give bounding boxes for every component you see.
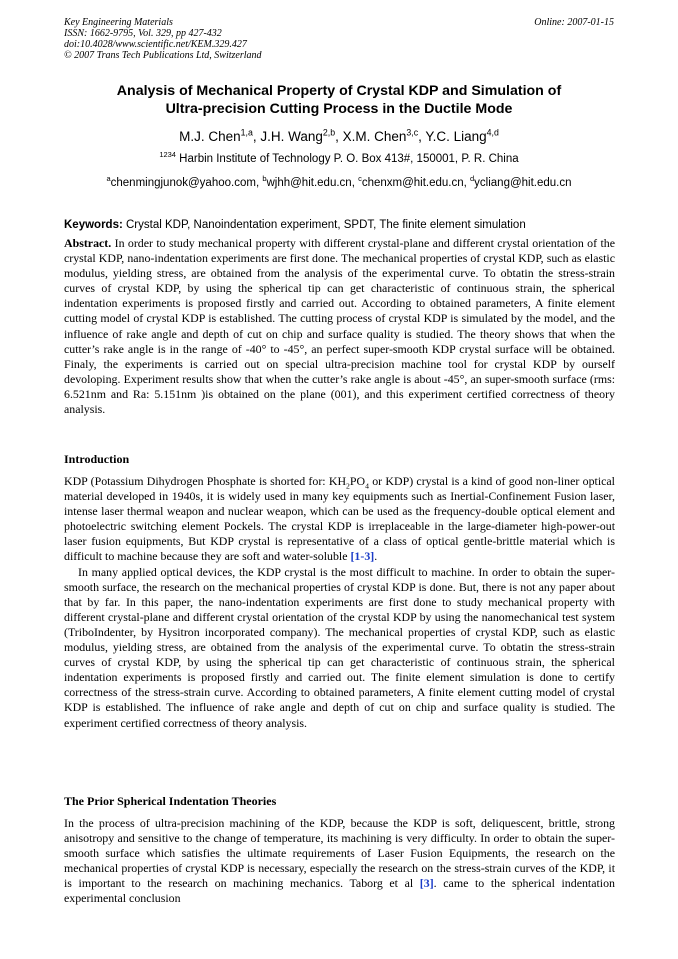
author-name: J.H. Wang [260,129,323,144]
affiliation-mark: 1234 [159,150,176,160]
author-affil-mark: 3,c [406,127,419,138]
subscript: 4 [365,481,369,491]
author-separator: , [335,129,343,144]
intro-text: KDP (Potassium Dihydrogen Phosphate is shorted for: KH [64,474,347,488]
abstract-label: Abstract. [64,236,112,250]
author-affil-mark: 4,d [486,127,499,138]
journal-name: Key Engineering Materials [64,17,173,28]
affiliation-text: Harbin Institute of Technology P. O. Box 413#, 150001, P. R. China [175,153,519,165]
email[interactable] [470,174,572,189]
issn-line: ISSN: 1662-9795, Vol. 329, pp 427-432 [64,28,222,39]
email-address[interactable]: wjhh@hit.edu.cn [266,177,352,189]
keywords-label: Keywords: [64,219,123,231]
prior-theories-body [64,816,615,907]
author-affil-mark: 2,b [322,127,336,138]
intro-text: . [374,549,378,564]
introduction-body [64,474,615,731]
email[interactable] [358,174,464,189]
intro-paragraph-1 [64,474,615,565]
author-list [40,128,638,146]
title-line-2: Ultra-precision Cutting Process in the Ductile Mode [165,101,513,117]
author-name: M.J. Chen [179,129,241,144]
paper-title [60,82,618,118]
author-affil-mark: 1,a [240,127,253,138]
email-separator: , [255,177,263,189]
email-separator: , [463,177,471,189]
journal-header [64,17,262,61]
abstract [64,236,615,417]
author [425,129,499,144]
doi-line: doi:10.4028/www.scientific.net/KEM.329.427 [64,39,247,50]
email-address[interactable]: ycliang@hit.edu.cn [474,177,572,189]
email-mark: a [106,174,111,184]
email-list [30,176,648,191]
prior-paragraph-1 [64,816,615,907]
reference-link[interactable]: [1-3] [350,549,375,564]
reference-link[interactable]: [3] [419,876,434,891]
abstract-text: In order to study mechanical property with different crystal-plane and different crystal orientation of the crystal KDP, nano-indentation experiments are first done. The mechanical properties of crystal KDP, such as elastic modulus, yielding stress, are obtained from the analysis of the experimental curve. To obtatin the stress-strain curves of crystal KDP, by using the spherical tip can get characteristic of continuous strain, the spherical indentation experiments is proposed firstly and carried out. According to obtained parameters, A finite element cutting model of crystal KDP is established. The cutting process of crystal KDP is simulated by the model, and the influence of rake angle and depth of cut on chip and surface quality is studied. The theory shows that when the cutter’s rake angle is in the range of -40° to -45°, an perfect super-smooth KDP crystal surface will be obtained. Finaly, the experiments is carried out on special ultra-precision machine tool for crystal KDP by ourself devoloping. Experiment results show that when the cutter’s rake angle is about -45°, an super-smooth surface (rms: 6.521nm and Ra: 5.151nm )is obtained on the plane (001), and this experiment certified correctness of theory analysis. [64,236,615,417]
subscript: 2 [346,481,350,491]
author-separator: , [418,129,426,144]
email-separator: , [351,177,359,189]
copyright-line: © 2007 Trans Tech Publications Ltd, Switzerland [64,50,262,61]
section-heading-prior-theories: The Prior Spherical Indentation Theories [64,794,277,808]
prior-text: . came to the spherical indentation experimental conclusion [64,876,615,906]
keywords-text: Crystal KDP, Nanoindentation experiment, SPDT, The finite element simulation [122,219,526,231]
email[interactable] [106,174,256,189]
author [179,129,260,144]
author [343,129,426,144]
author-name: Y.C. Liang [425,129,487,144]
online-date: Online: 2007-01-15 [534,17,614,28]
email[interactable] [262,174,352,189]
intro-text: PO [349,474,366,488]
keywords [64,218,624,233]
prior-text: In the process of ultra-precision machining of the KDP, because the KDP is soft, deliquescent, brittle, strong anisotropy and sensitive to the change of temperature, its machining is very difficulty. In order to obtain the super-smooth surface which satisfies the ultimate requirements of Laser Fusion Equipments, the research on the mechanical properties of crystal KDP is necessary, especially the research on the stress-strain curves of the KDP, it is important to the research on machining mechanics. Taborg et al [64,816,615,891]
author [260,129,342,144]
section-heading-introduction: Introduction [64,452,130,466]
intro-text: or KDP) crystal is a kind of good non-liner optical material developed in 1940s, it is widely used in many key equipments such as Inertial-Confinement Fusion laser, intense laser thermal weapon and nuclear weapon, which can be used as the frequency-double optical element and photoelectric switching element Pockels. The crystal KDP is irreplaceable in the large-diameter high-power-out laser fusion equipments, But KDP crystal is representative of a class of optical gentle-brittle material which is difficult to machine because they are soft and water-soluble [64,474,615,564]
email-mark: c [358,174,362,184]
affiliation [40,152,638,167]
email-address[interactable]: chenmingjunok@yahoo.com [110,177,256,189]
email-address[interactable]: chenxm@hit.edu.cn [361,177,464,189]
author-separator: , [252,129,261,144]
email-mark: d [470,174,475,184]
intro-paragraph-2: In many applied optical devices, the KDP crystal is the most difficult to machine. In order to obtain the super-smooth surface, the research on the mechanical properties of crystal KDP is done. But, there is not any paper about that by far. In this paper, the nano-indentation experiments are first done to study mechanical property with different crystal-plane and different crystal orientation of the crystal KDP by using the nanomechanical test system (TriboIndenter, by Hysitron incorporated company). The mechanical properties of crystal KDP, such as elastic modulus, yielding stress, are obtained from the analysis of the experimental curve. To obtatin the stress-strain curves of crystal KDP, by using the spherical tip can get characteristic of continuous strain, the spherical indentation experiments is proposed firstly and carried out. The finite element simulation is done to certify correctness of the stress-strain curve. According to obtained parameters, A finite element cutting model of crystal KDP is established. The influence of rake angle and depth of cut on chip and surface quality is studied. The experiment certified correctness of theory analysis. [64,564,615,730]
email-mark: b [262,174,267,184]
title-line-1: Analysis of Mechanical Property of Crystal KDP and Simulation of [116,83,562,99]
author-name: X.M. Chen [342,129,407,144]
